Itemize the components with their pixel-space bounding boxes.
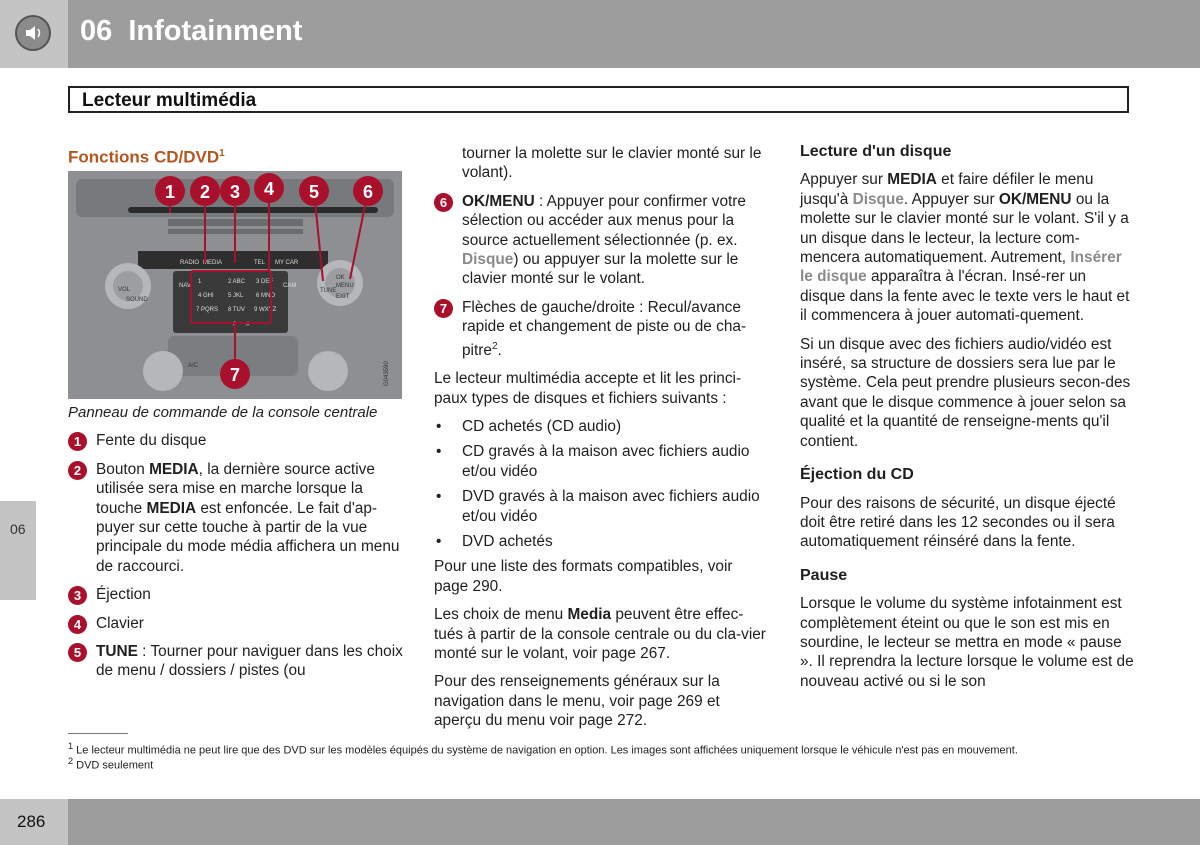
speaker-icon (15, 15, 51, 51)
paragraph: Si un disque avec des fichiers audio/vidéo est inséré, sa structure de dossiers sera lue par le système. Cela peut prendre plusieurs secon-des avant que le disque commence à jouer selon sa qualité et la quantité de renseigne-ments qu'il contient. (800, 335, 1131, 450)
callout-4: 4 (263, 179, 275, 199)
bullet-item: • CD achetés (CD audio) (434, 417, 769, 436)
section-title: Lecteur multimédia (82, 90, 257, 111)
key-9: 9 WXYZ (254, 307, 277, 313)
key-5: 5 JKL (228, 293, 244, 299)
continued-text: tourner la molette sur le clavier monté sur le volant). (462, 145, 762, 182)
callout-1: 1 (164, 182, 176, 202)
btn-vol: VOL (118, 287, 131, 293)
bullet-item: • DVD gravés à la maison avec fichiers audio et/ou vidéo (434, 487, 769, 526)
callout-6: 6 (362, 182, 374, 202)
btn-ok: OK (336, 275, 345, 281)
callout-7: 7 (229, 365, 241, 385)
key-8: 8 TUV (228, 307, 245, 313)
column-1-text (68, 403, 413, 690)
btn-radio: RADIO (180, 260, 200, 266)
list-item: 2 Bouton MEDIA, la dernière source active utilisée sera mise en marche lorsque la touche MEDIA est enfoncée. Le fait d'ap-puyer sur cette touche à partir de la vue principale du mode média affichera un menu de raccourci. (68, 460, 413, 576)
footnote-2: $^2$ DVD seulement (68, 756, 154, 772)
paragraph: Le lecteur multimédia accepte et lit les princi-paux types de disques et fichiers suivants : (434, 370, 742, 407)
btn-media: MEDIA (203, 260, 223, 266)
section-bar (68, 86, 1129, 113)
btn-ac: A/C (188, 363, 199, 369)
key-0: 0 (233, 322, 237, 328)
column-3 (800, 142, 1135, 700)
heading-pause: Pause (800, 566, 848, 584)
column-2 (434, 144, 769, 740)
callout-3: 3 (229, 182, 241, 202)
console-illustration (68, 171, 402, 399)
btn-cam: CAM (283, 283, 297, 289)
key-3: 3 DEF (256, 279, 274, 285)
page-footer (0, 799, 1200, 845)
list-item: 6 OK/MENU : Appuyer pour confirmer votre sélection ou accéder aux menus pour la source actuellement sélectionnée (p. ex. Disque) ou appuyer sur la molette sur le clavier monté sur le volant. (434, 192, 769, 289)
btn-menu: MENU (336, 283, 354, 289)
chapter-icon-box (0, 0, 68, 68)
list-item: 1 Fente du disque (68, 431, 413, 450)
chapter-title: 06 Infotainment (80, 15, 303, 47)
list-item: 5 TUNE : Tourner pour naviguer dans les choix de menu / dossiers / pistes (ou (68, 642, 413, 681)
console-photo (68, 171, 402, 399)
paragraph: Les choix de menu Media peuvent être effec-tués à partir de la console centrale ou du cla-vier monté sur le volant, voir page 267. (434, 606, 766, 663)
heading-cd-dvd: Fonctions CD/DVD$^1$ (68, 147, 225, 167)
page-number: 286 (17, 812, 46, 831)
side-chapter-tab (0, 501, 36, 600)
key-7: 7 PQRS (196, 307, 219, 313)
list-item: 3 Éjection (68, 585, 413, 604)
btn-exit: EXIT (336, 294, 350, 300)
key-6: 6 MNO (256, 293, 276, 299)
key-1: 1 (198, 279, 202, 285)
bullet-item: • DVD achetés (434, 532, 769, 551)
list-item: 4 Clavier (68, 614, 413, 633)
bullet-item: • CD gravés à la maison avec fichiers audio et/ou vidéo (434, 442, 769, 481)
heading-lecture: Lecture d'un disque (800, 143, 952, 160)
btn-sound: SOUND (126, 297, 148, 303)
paragraph: Lorsque le volume du système infotainment est complètement éteint ou que le son est mis en sourdine, le lecteur se mettra en mode « pause ». Il reprendra la lecture lorsque le volume est de nouveau activé ou si le son (800, 595, 1134, 690)
key-4: 4 GHI (198, 293, 214, 299)
list-item: 7 Flèches de gauche/droite : Recul/avance rapide et changement de piste ou de cha-pitre$^2$. (434, 298, 769, 360)
paragraph: Pour des raisons de sécurité, un disque éjecté doit être retiré dans les 12 secondes ou il sera automatiquement réinséré dans la fente. (800, 494, 1116, 551)
btn-nav: NAV (179, 283, 191, 289)
btn-mycar: MY CAR (275, 260, 299, 266)
btn-tune: TUNE (320, 288, 337, 294)
figure-caption: Panneau de commande de la console centrale (68, 404, 378, 421)
key-2: 2 ABC (228, 279, 246, 285)
paragraph: Appuyer sur MEDIA et faire défiler le menu jusqu'à Disque. Appuyer sur OK/MENU ou la molette sur le clavier monté sur le volant. S'il y a un disque dans le lecteur, la lecture com-mencera automatiquement. Autrement, Insérer le disque apparaîtra à l'écran. Insé-rer un disque dans la fente avec le texte vers le haut et il commencera à jouer automati-quement. (800, 171, 1130, 325)
column-1 (68, 144, 413, 167)
footnote-rule (68, 733, 128, 734)
page-number-box (0, 799, 68, 845)
callout-5: 5 (308, 182, 320, 202)
key-hash: # (246, 322, 250, 328)
paragraph: Pour une liste des formats compatibles, voir page 290. (434, 558, 733, 595)
heading-ejection: Éjection du CD (800, 466, 914, 484)
side-tab-label: 06 (10, 521, 26, 537)
paragraph: Pour des renseignements généraux sur la navigation dans le menu, voir page 269 et aperçu du menu voir page 272. (434, 673, 720, 730)
footnote-1: $^1$ Le lecteur multimédia ne peut lire que des DVD sur les modèles équipés du système de navigation en option. Les images sont affichées uniquement lorsque le véhicule n'est pas en mouvement. (68, 741, 1018, 757)
figure-code: G043590 (384, 361, 390, 386)
page-header (0, 0, 1200, 68)
btn-tel: TEL (254, 260, 266, 266)
callout-2: 2 (199, 182, 211, 202)
